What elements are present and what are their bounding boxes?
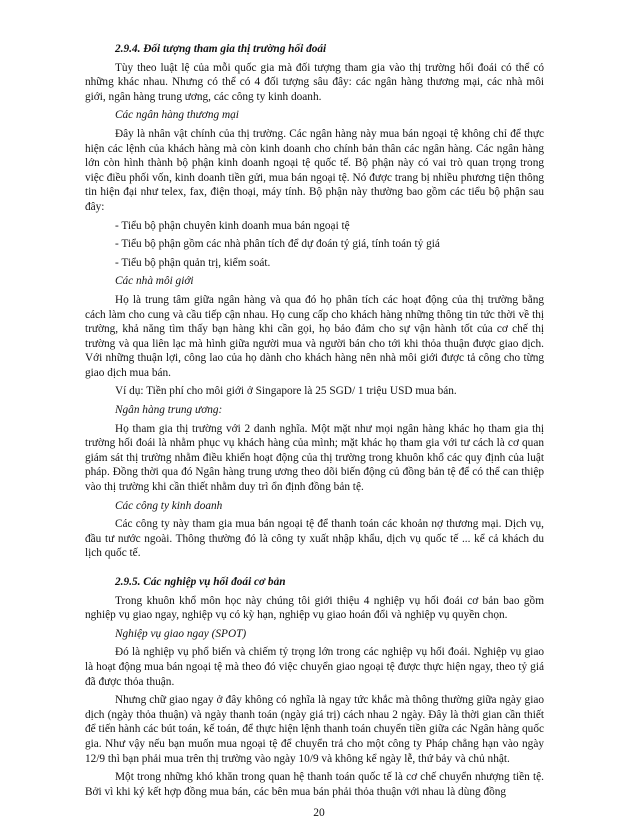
subheading: Ngân hàng trung ương: <box>115 404 223 417</box>
section-heading: 2.9.4. Đối tượng tham gia thị trường hối đoái <box>115 43 327 55</box>
list-item: - Tiểu bộ phận gồm các nhà phân tích để dự đoán tỷ giá, tính toán tỷ giá <box>115 238 440 251</box>
list-item: - Tiểu bộ phận chuyên kinh doanh mua bán ngoại tệ <box>115 219 350 232</box>
section-gap <box>85 565 544 575</box>
subheading: Các nhà môi giới <box>115 275 194 288</box>
paragraph: Nhưng chữ giao ngay ở đây không có nghĩa là ngay tức khắc mà thông thường giữa ngày giao dịch (ngày thỏa thuận) và ngày thanh toán (ngày giá trị) cách nhau 2 ngày. Đây là thời gian cần thiết để tiến hành các bút toán, kế toán, để thực hiện lệnh thanh toán chuyển tiền giữa các Ngân hàng quốc gia. Như vậy nếu bạn muốn mua ngoại tệ để chuyển trả cho một công ty Pháp chẳng hạn vào ngày 12/9 thì bạn phải mua trên thị trường vào ngày 10/9 và không kể ngày lễ, thứ bảy và chủ nhật. <box>85 694 544 765</box>
subheading: Nghiệp vụ giao ngay (SPOT) <box>115 627 247 640</box>
paragraph: Họ tham gia thị trường với 2 danh nghĩa. Một mặt như mọi ngân hàng khác họ tham gia thị trường hối đoái là nhằm phục vụ khách hàng của mình; mặt khác họ tham gia với tư cách là cơ quan giám sát thị trường nhằm điều khiển hoạt động của thị trường trong khuôn khổ các quy định của luật pháp. Đồng thời qua đó Ngân hàng trung ương theo dõi biến động củ đồng bản tệ để có thể can thiệp vào thị trường khi cần thiết nhằm duy trì ổn định đồng bản tệ. <box>85 422 544 494</box>
list-item: - Tiểu bộ phận quản trị, kiểm soát. <box>115 256 271 269</box>
subheading: Các công ty kinh doanh <box>115 499 223 512</box>
section-heading: 2.9.5. Các nghiệp vụ hối đoái cơ bản <box>115 576 286 588</box>
paragraph: Trong khuôn khổ môn học này chúng tôi giới thiệu 4 nghiệp vụ hối đoái cơ bản bao gồm nghiệp vụ giao ngay, nghiệp vụ có kỳ hạn, nghiệp vụ giao hoán đổi và nghiệp vụ quyền chọn. <box>85 594 544 622</box>
page-number: 20 <box>313 807 325 819</box>
section-2-9-4 <box>85 42 544 561</box>
subheading: Các ngân hàng thương mại <box>115 109 239 122</box>
paragraph: Ví dụ: Tiền phí cho môi giới ở Singapore là 25 SGD/ 1 triệu USD mua bán. <box>115 385 457 398</box>
paragraph: Tùy theo luật lệ của mỗi quốc gia mà đối tượng tham gia vào thị trường hối đoái có thể có những khác nhau. Nhưng có thể có 4 đối tượng sâu đây: các ngân hàng thương mại, các nhà môi giới, ngân hàng trung ương, các công ty kinh doanh. <box>85 61 544 103</box>
paragraph: Họ là trung tâm giữa ngân hàng và qua đó họ phân tích các hoạt động của thị trường bằng cách làm cho cung và cầu tiếp cận nhau. Họ cung cấp cho khách hàng những thông tin tức thời về thị trường, khả năng tìm thấy bạn hàng khi cần gọi, họ bảo đảm cho sự vận hành tốt của cơ chế thị trường và qua liên lạc mà hình giữa người mua và người bán cho tới khi thỏa thuận được giao dịch. Với những thuận lợi, công lao của họ dành cho khách hàng nên nhà môi giới được tả công cho từng giao dịch mua bán. <box>85 293 544 379</box>
paragraph: Các công ty này tham gia mua bán ngoại tệ để thanh toán các khoản nợ thương mại. Dịch vụ, đầu tư nước ngoài. Thông thường đó là công ty xuất nhập khẩu, dịch vụ quốc tế ... kể cả khách du lịch quốc tế. <box>85 518 544 560</box>
paragraph: Một trong những khó khăn trong quan hệ thanh toán quốc tế là cơ chế chuyển nhượng tiền tệ. Bởi vì khi ký kết hợp đồng mua bán, các bên mua bán phải thỏa thuận với nhau là dùng đồng <box>85 771 544 798</box>
paragraph: Đây là nhân vật chính của thị trường. Các ngân hàng này mua bán ngoại tệ không chỉ để thực hiện các lệnh của khách hàng mà còn kinh doanh cho chính bản thân các ngân hàng. Các ngân hàng lớn còn hình thành bộ phận kinh doanh ngoại tệ quốc tế. Bộ phận này có vai trò quan trọng trong việc điều phối vốn, kinh doanh tiền gửi, mua bán ngoại tệ. Nó được trang bị nhiều phương tiện thông tin hiện đại như telex, fax, điện thoại, máy tính. Bộ phận này thường bao gồm các tiểu bộ phận sau đây: <box>85 127 544 213</box>
section-2-9-5 <box>85 575 544 799</box>
paragraph: Đó là nghiệp vụ phổ biến và chiếm tỷ trọng lớn trong các nghiệp vụ hối đoái. Nghiệp vụ giao là hoạt động mua bán ngoại tệ mà theo đó việc chuyển giao ngoại tệ được thực hiện ngay, theo tỷ giá đã được thỏa thuận. <box>85 646 544 688</box>
page-content <box>85 42 544 803</box>
